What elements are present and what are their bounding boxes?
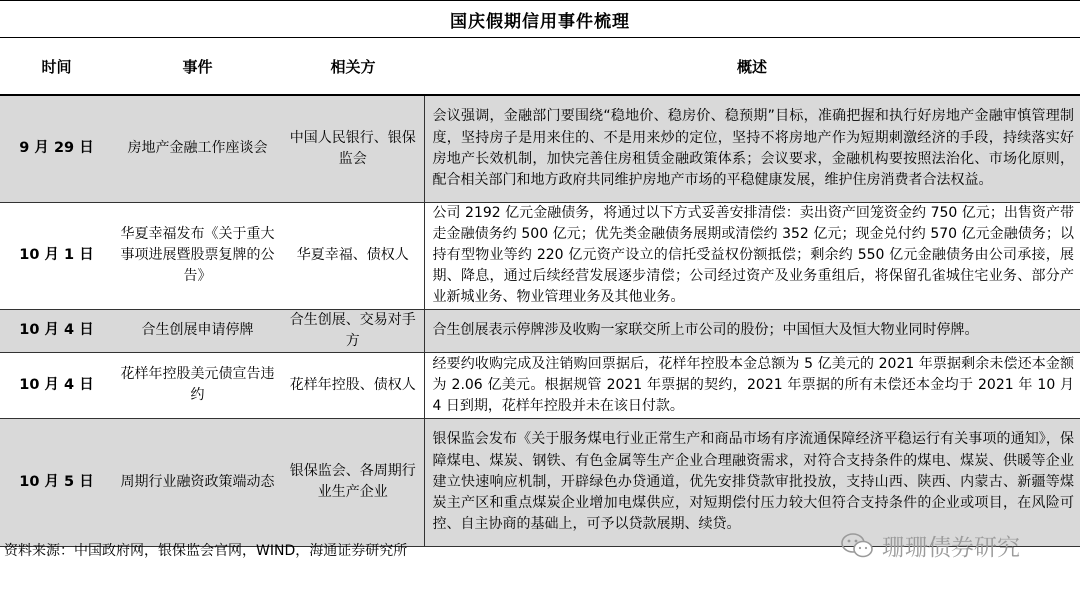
row-summary: 合生创展表示停牌涉及收购一家联交所上市公司的股份；中国恒大及恒大物业同时停牌。: [424, 309, 1080, 352]
table-row: [0, 418, 1080, 546]
row-event: 华夏幸福发布《关于重大事项进展暨股票复牌的公告》: [113, 202, 282, 309]
header-parties: 相关方: [282, 38, 424, 95]
header-row: [0, 38, 1080, 95]
header-summary: 概述: [424, 38, 1080, 95]
row-date: 10 月 5 日: [0, 418, 113, 546]
source-note: 资料来源：中国政府网，银保监会官网，WIND，海通证券研究所: [4, 543, 408, 559]
row-summary: 银保监会发布《关于服务煤电行业正常生产和商品市场有序流通保障经济平稳运行有关事项的通知》，保障煤电、煤炭、钢铁、有色金属等生产企业合理融资需求，对符合支持条件的煤电、煤炭、供暖等企业建立快速响应机制，开辟绿色办贷通道，优先安排贷款审批投放，支持山西、陕西、内蒙古、新疆等煤炭主产区和重点煤炭企业增加电煤供应，对短期偿付压力较大但符合支持条件的企业或项目，在风险可控、自主协商的基础上，可予以贷款展期、续贷。: [424, 418, 1080, 546]
watermark-text: 珊珊债券研究: [882, 535, 1020, 561]
row-summary: 会议强调，金融部门要围绕“稳地价、稳房价、稳预期”目标，准确把握和执行好房地产金融审慎管理制度，坚持房子是用来住的、不是用来炒的定位，坚持不将房地产作为短期刺激经济的手段，持续落实好房地产长效机制，加快完善住房租赁金融政策体系；会议要求，金融机构要按照法治化、市场化原则，配合相关部门和地方政府共同维护房地产市场的平稳健康发展，维护住房消费者合法权益。: [424, 95, 1080, 202]
credit-events-table: [0, 38, 1080, 547]
row-parties: 合生创展、交易对手方: [282, 309, 424, 352]
table-row: [0, 309, 1080, 352]
table-row: [0, 352, 1080, 418]
row-date: 10 月 4 日: [0, 309, 113, 352]
row-summary: 经要约收购完成及注销购回票据后，花样年控股本金总额为 5 亿美元的 2021 年票据剩余未偿还本金额为 2.06 亿美元。根据规管 2021 年票据的契约，2021 年票据的所有未偿还本金均于 2021 年 10 月 4 日到期，花样年控股并未在该日付款。: [424, 352, 1080, 418]
table-row: [0, 202, 1080, 309]
row-event: 周期行业融资政策端动态: [113, 418, 282, 546]
chat-bubble-icon: [840, 531, 874, 561]
header-time: 时间: [0, 38, 113, 95]
row-date: 10 月 4 日: [0, 352, 113, 418]
row-parties: 中国人民银行、银保监会: [282, 95, 424, 202]
row-date: 9 月 29 日: [0, 95, 113, 202]
row-date: 10 月 1 日: [0, 202, 113, 309]
table-title: 国庆假期信用事件梳理: [0, 0, 1080, 38]
row-summary: 公司 2192 亿元金融债务，将通过以下方式妥善安排清偿：卖出资产回笼资金约 750 亿元；出售资产带走金融债务约 500 亿元；优先类金融债务展期或清偿约 352 亿元；现金兑付约 570 亿元金融债务；以持有型物业等约 220 亿元资产设立的信托受益权份额抵偿；剩余约 550 亿元金融债务由公司承接，展期、降息，通过后续经营发展逐步清偿；公司经过资产及业务重组后，将保留孔雀城住宅业务、部分产业新城业务、物业管理业务及其他业务。: [424, 202, 1080, 309]
row-parties: 花样年控股、债权人: [282, 352, 424, 418]
header-event: 事件: [113, 38, 282, 95]
table-row: [0, 95, 1080, 202]
row-parties: 银保监会、各周期行业生产企业: [282, 418, 424, 546]
row-event: 房地产金融工作座谈会: [113, 95, 282, 202]
row-parties: 华夏幸福、债权人: [282, 202, 424, 309]
row-event: 花样年控股美元债宣告违约: [113, 352, 282, 418]
watermark: [840, 529, 1020, 562]
row-event: 合生创展申请停牌: [113, 309, 282, 352]
